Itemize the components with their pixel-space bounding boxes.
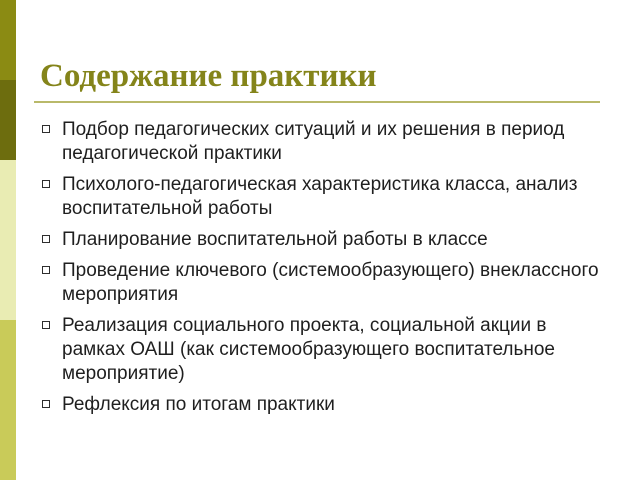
square-bullet-icon xyxy=(42,400,50,408)
bullet-text: Психолого-педагогическая характеристика класса, анализ воспитательной работы xyxy=(62,174,578,219)
title-underline xyxy=(34,101,600,103)
side-bar-segment xyxy=(0,320,16,480)
bullet-list xyxy=(42,118,602,424)
square-bullet-icon xyxy=(42,266,50,274)
bullet-text: Реализация социального проекта, социальной акции в рамках ОАШ (как системообразующего воспитательное мероприятие) xyxy=(62,315,555,384)
square-bullet-icon xyxy=(42,180,50,188)
bullet-text: Планирование воспитательной работы в классе xyxy=(62,229,488,250)
square-bullet-icon xyxy=(42,235,50,243)
side-bar-segment xyxy=(0,160,16,320)
side-color-bar xyxy=(0,0,16,480)
slide-title: Содержание практики xyxy=(40,58,377,94)
square-bullet-icon xyxy=(42,321,50,329)
bullet-item xyxy=(42,393,602,417)
bullet-item xyxy=(42,259,602,307)
bullet-item xyxy=(42,228,602,252)
bullet-text: Проведение ключевого (системообразующего) внеклассного мероприятия xyxy=(62,260,599,305)
square-bullet-icon xyxy=(42,125,50,133)
bullet-item xyxy=(42,173,602,221)
bullet-text: Подбор педагогических ситуаций и их решения в период педагогической практики xyxy=(62,119,565,164)
bullet-item xyxy=(42,314,602,386)
side-bar-segment xyxy=(0,0,16,80)
bullet-item xyxy=(42,118,602,166)
bullet-text: Рефлексия по итогам практики xyxy=(62,394,335,415)
side-bar-segment xyxy=(0,80,16,160)
